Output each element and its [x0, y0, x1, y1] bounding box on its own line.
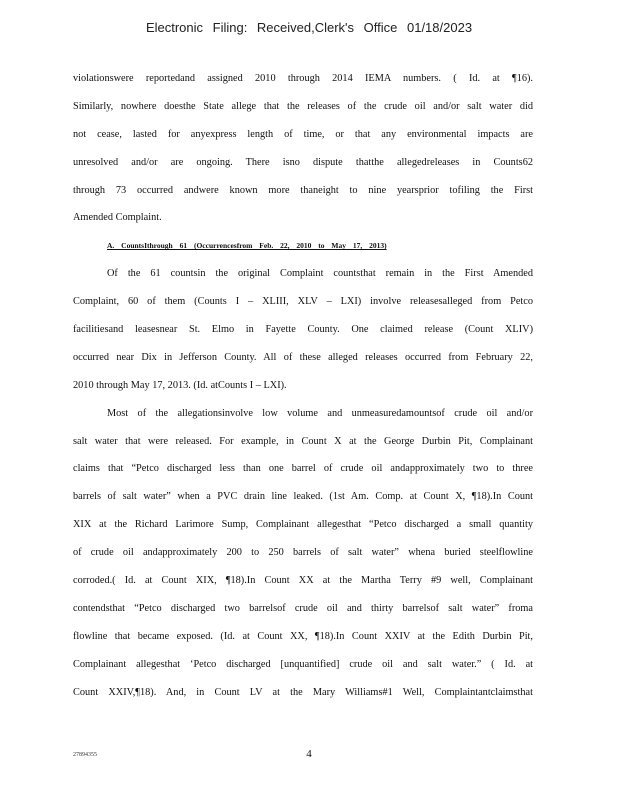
body-line: of crude oil andapproximately 200 to 250 barrels of salt water” whena buried steelflowline: [73, 547, 533, 559]
body-line: through 73 occurred andwere known more thaneight to nine yearsprior tofiling the First: [73, 184, 533, 196]
body-line: 2010 through May 17, 2013. (Id. atCounts I – LXI).: [73, 379, 287, 391]
body-line: salt water that were released. For example, in Count X at the George Durbin Pit, Complainant: [73, 435, 533, 447]
body-line: Complainant allegesthat ‘Petco discharged [unquantified] crude oil and salt water.” ( Id. at: [73, 658, 533, 670]
body-line: violationswere reportedand assigned 2010 through 2014 IEMA numbers. ( Id. at ¶16).: [73, 73, 533, 84]
body-line: contendsthat “Petco discharged two barrelsof crude oil and thirty barrelsof salt water” froma: [73, 602, 533, 614]
body-line: occurred near Dix in Jefferson County. All of these alleged releases occurred from February 22,: [73, 351, 533, 363]
body-line: unresolved and/or are ongoing. There isno dispute thatthe allegedreleases in Counts62: [73, 156, 533, 168]
filing-header: Electronic Filing: Received,Clerk's Office 01/18/2023: [145, 20, 473, 35]
body-line: barrels of salt water” when a PVC drain line leaked. (1st Am. Comp. at Count X, ¶18).In Count: [73, 491, 533, 503]
body-line: Amended Complaint.: [73, 212, 162, 224]
body-line: Of the 61 countsin the original Complaint countsthat remain in the First Amended: [107, 268, 533, 280]
body-line: Count XXIV,¶18). And, in Count LV at the Mary Williams#1 Well, Complaintantclaimsthat: [73, 686, 533, 698]
body-line: Most of the allegationsinvolve low volume and unmeasuredamountsof crude oil and/or: [107, 407, 533, 419]
section-heading: [73, 236, 533, 264]
body-line: corroded.( Id. at Count XIX, ¶18).In Count XX at the Martha Terry #9 well, Complainant: [73, 575, 533, 587]
body-line: facilitiesand leasesnear St. Elmo in Fayette County. One claimed release (Count XLIV): [73, 324, 533, 336]
body-line: XIX at the Richard Larimore Sump, Complainant allegesthat “Petco discharged a small quantity: [73, 519, 533, 531]
body-line: flowline that became exposed. (Id. at Count XX, ¶18).In Count XXIV at the Edith Durbin Pit,: [73, 630, 533, 642]
document-body: [73, 69, 533, 710]
page-number: 4: [306, 748, 312, 760]
body-line: claims that “Petco discharged less than one barrel of crude oil andapproximately two to three: [73, 463, 533, 475]
section-heading-text: A. CountsIthrough 61 (Occurrencesfrom Feb. 22, 2010 to May 17, 2013): [107, 241, 387, 251]
body-line: Similarly, nowhere doesthe State allege that the releases of the crude oil and/or salt water did: [73, 100, 533, 112]
body-line: not cease, lasted for anyexpress length of time, or that any environmental impacts are: [73, 128, 533, 140]
document-id: 27894355: [73, 752, 97, 758]
body-line: Complaint, 60 of them (Counts I – XLIII, XLV – LXI) involve releasesalleged from Petco: [73, 296, 533, 308]
